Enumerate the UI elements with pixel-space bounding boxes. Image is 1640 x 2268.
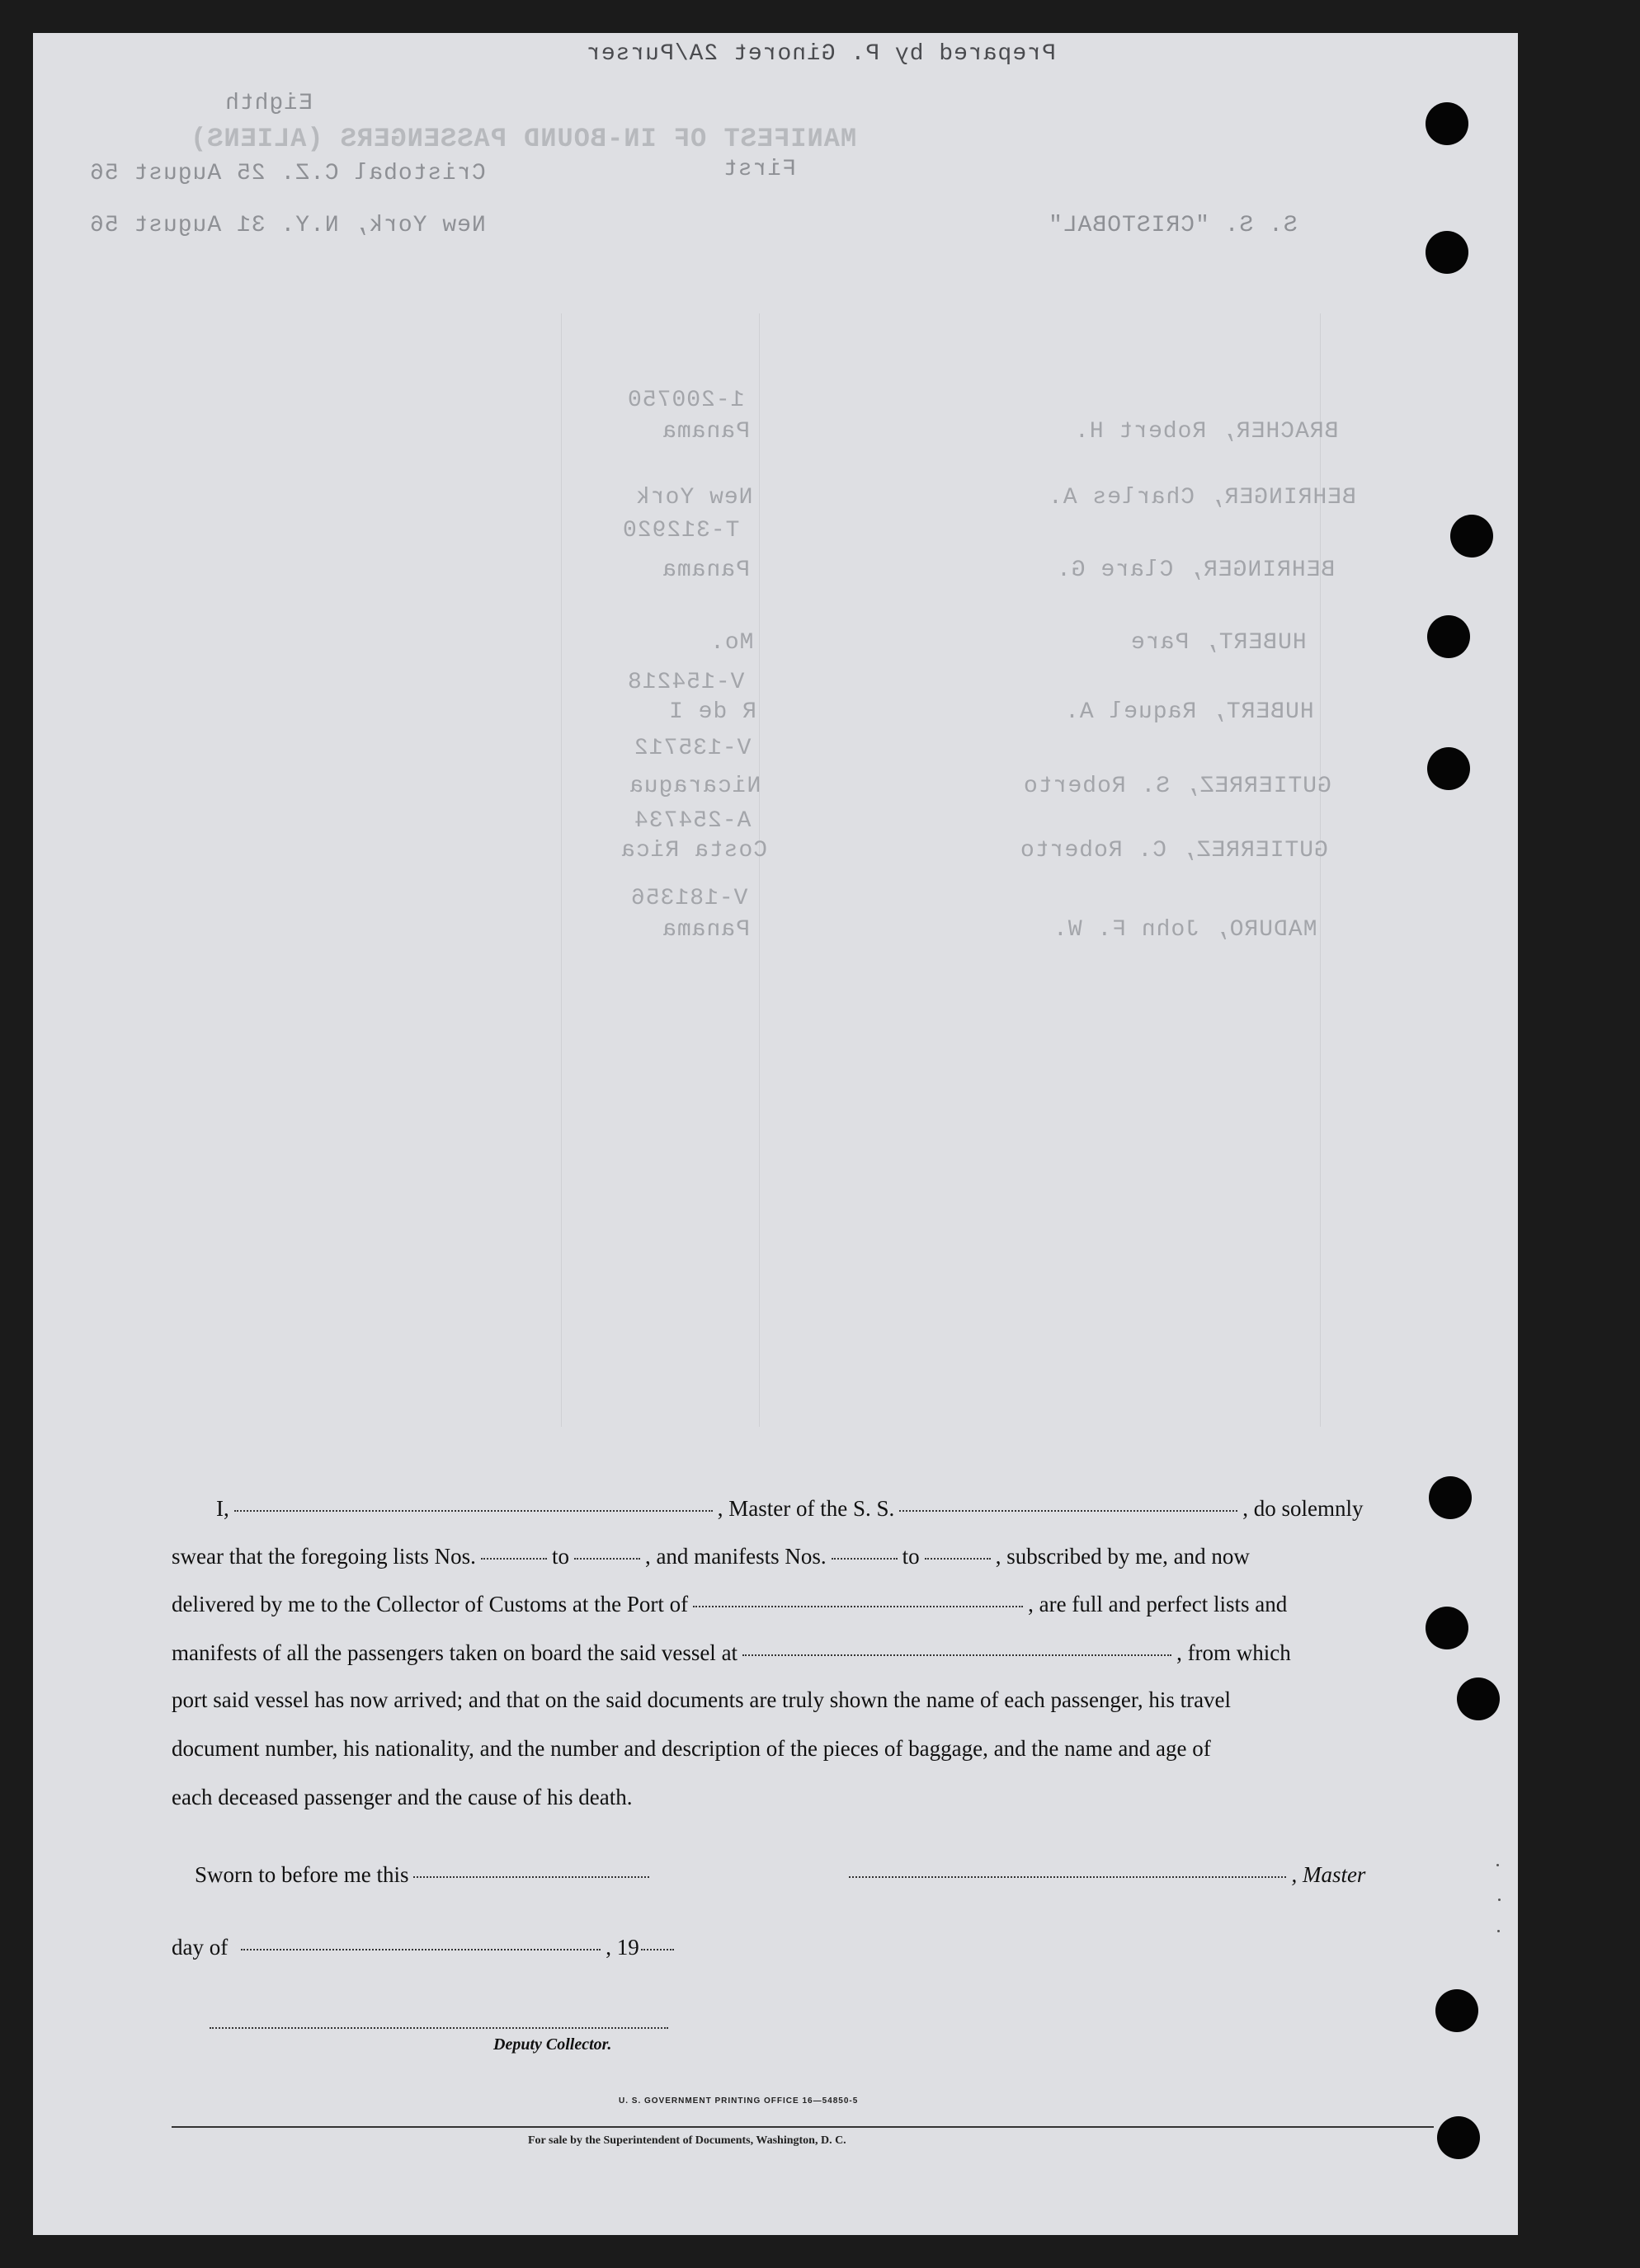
row-info: V-135712 [634, 736, 752, 761]
deputy-line [210, 2027, 668, 2029]
row-info: Mo. [709, 630, 754, 656]
edge-mark [1496, 1864, 1499, 1866]
footer-rule [172, 2126, 1434, 2128]
row-name: BEHRINGER, Charles A. [1048, 485, 1356, 511]
row-name: HUBERT, Raquel A. [1064, 699, 1314, 725]
row-info: Panama [662, 558, 750, 583]
deputy-collector-label: Deputy Collector. [493, 2035, 612, 2054]
document-page [33, 33, 1518, 2235]
binder-hole [1426, 102, 1468, 145]
printing-office-text: U. S. GOVERNMENT PRINTING OFFICE 16—54850-5 [619, 2096, 859, 2106]
for-sale-text: For sale by the Superintendent of Documents, Washington, D. C. [528, 2134, 846, 2147]
oath-line-3: delivered by me to the Collector of Customs at the Port of , are full and perfect lists and [172, 1592, 1288, 1616]
binder-hole [1429, 1476, 1472, 1519]
binder-hole [1435, 1989, 1478, 2032]
binder-hole [1426, 1607, 1468, 1649]
row-info: Costa Rica [620, 838, 768, 863]
row-name: BRACHER, Robert H. [1074, 419, 1339, 445]
day-of-line: day of , 19 [172, 1935, 1434, 1960]
oath-line-1: I, , Master of the S. S. , do solemnly [216, 1496, 1364, 1521]
row-info: V-154218 [627, 670, 745, 695]
binder-hole [1457, 1677, 1500, 1720]
class-text: First [723, 157, 797, 182]
arrival-line-1: Cristobal C.Z. 25 August 56 [89, 161, 486, 186]
oath-line-6: document number, his nationality, and the number and description of the pieces of baggage, and the name and age of [172, 1736, 1211, 1761]
row-info: 1-200750 [627, 388, 745, 413]
eighth-text: Eighth [224, 91, 313, 116]
binder-hole [1426, 231, 1468, 274]
column-divider [1320, 313, 1321, 1427]
row-info: Panama [662, 419, 750, 445]
oath-line-7: each deceased passenger and the cause of his death. [172, 1785, 633, 1809]
edge-mark [1497, 1930, 1500, 1932]
sworn-line: Sworn to before me this , Master [195, 1862, 1366, 1887]
arrival-line-2: New York, N.Y. 31 August 56 [89, 213, 486, 238]
oath-line-4: manifests of all the passengers taken on board the said vessel at , from which [172, 1640, 1291, 1665]
row-info: Panama [662, 917, 750, 943]
row-info: R de I [668, 699, 756, 725]
oath-line-2: swear that the foregoing lists Nos. to , and manifests Nos. to , subscribed by me, and now [172, 1544, 1250, 1569]
row-name: GUTIERREZ, C. Roberto [1020, 838, 1328, 863]
vessel-name: S. S. "CRISTOBAL" [1048, 213, 1298, 238]
binder-hole [1427, 615, 1470, 658]
row-name: GUTIERREZ, S. Roberto [1023, 774, 1331, 799]
binder-hole [1437, 2116, 1480, 2159]
row-info: Nicaragua [629, 774, 761, 799]
edge-mark [1498, 1899, 1501, 1901]
row-name: MADURO, John F. W. [1053, 917, 1317, 943]
row-info: New York [635, 485, 753, 511]
row-info: V-181356 [630, 886, 748, 911]
row-name: HUBERT, Pare [1130, 630, 1307, 656]
row-info: T-312920 [622, 518, 740, 543]
binder-hole [1427, 747, 1470, 790]
prepared-by-text: Prepared by P. Ginoret 2A/Purser [586, 41, 1056, 67]
column-divider [759, 313, 760, 1427]
row-info: A-254734 [634, 808, 752, 834]
binder-hole [1450, 515, 1493, 558]
column-divider [561, 313, 562, 1427]
row-name: BEHRINGER, Clare G. [1056, 558, 1336, 583]
master-label: , Master [1291, 1862, 1366, 1887]
manifest-title: MANIFEST OF IN-BOUND PASSENGERS (ALIENS) [190, 124, 857, 154]
oath-line-5: port said vessel has now arrived; and that on the said documents are truly shown the name of each passenger, his travel [172, 1687, 1232, 1712]
